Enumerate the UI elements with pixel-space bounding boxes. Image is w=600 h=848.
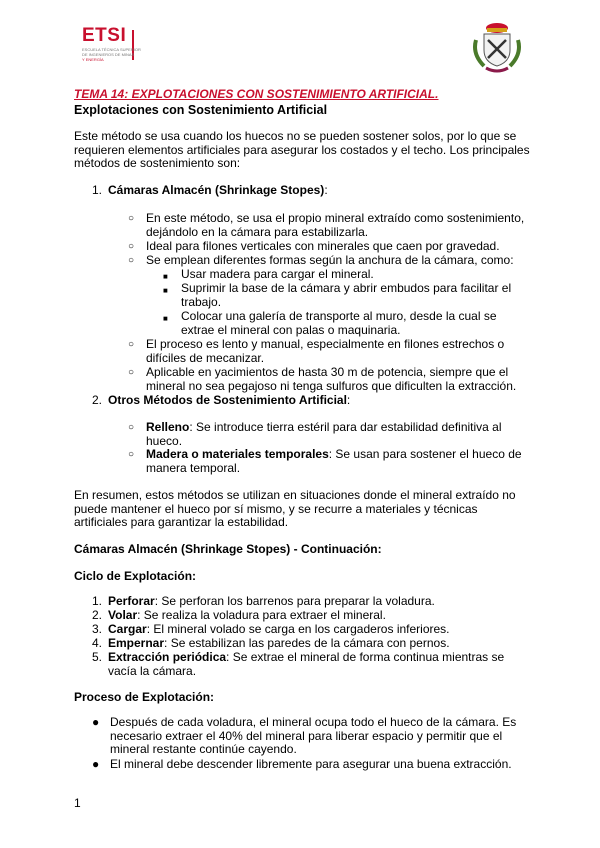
list-item	[128, 421, 528, 448]
list-item-text: Suprimir la base de la cámara y abrir embudos para facilitar el trabajo.	[181, 281, 512, 309]
list-item	[128, 212, 528, 239]
list-item	[92, 623, 532, 637]
list-item-text: El mineral debe descender libremente para asegurar una buena extracción.	[110, 757, 512, 771]
bullet-dot-icon: ●	[92, 757, 100, 771]
list-item	[163, 310, 523, 337]
list-item-text: Después de cada voladura, el mineral ocupa todo el hueco de la cámara. Es necesario extraer el 40% del mineral para liberar espacio y permitir que el mineral restante continúe cayendo.	[110, 715, 517, 756]
list-item	[92, 609, 532, 623]
list-item	[163, 268, 523, 282]
list-item-text: Aplicable en yacimientos de hasta 30 m de potencia, siempre que el mineral no sea pegajoso ni tenga sulfuros que dificulten la extracción.	[146, 365, 517, 393]
list-item	[92, 595, 532, 609]
square-bullet-icon: ■	[163, 314, 168, 323]
list-item-rest: : Se extrae el mineral de forma continua mientras se vacía la cámara.	[108, 650, 505, 678]
list-number: 3.	[92, 622, 103, 636]
list-item-rest: : Se estabilizan las paredes de la cámara con pernos.	[164, 636, 450, 650]
etsi-logo-subtitle-3: Y ENERGÍA	[82, 57, 104, 62]
list-item-rest: : Se usan para sostener el hueco de manera temporal.	[146, 447, 522, 475]
list-item-bold: Volar	[108, 608, 138, 622]
list-item-rest: : Se realiza la voladura para extraer el mineral.	[137, 608, 386, 622]
summary-paragraph: En resumen, estos métodos se utilizan en situaciones donde el mineral extraído no puede mantener el hueco por sí mismo, y se recurre a materiales y técnicas artificiales para garantizar la estabilidad.	[74, 488, 516, 529]
list-item-text: Usar madera para cargar el mineral.	[181, 267, 374, 281]
etsi-logo-subtitle-1: ESCUELA TÉCNICA SUPERIOR	[82, 47, 141, 52]
list-item-rest: : Se introduce tierra estéril para dar estabilidad definitiva al hueco.	[146, 420, 502, 448]
list-item-text: Colocar una galería de transporte al muro, desde la cual se extrae el mineral con palas o maquinaria.	[181, 309, 497, 337]
list-item-text: Se emplean diferentes formas según la anchura de la cámara, como:	[146, 253, 514, 267]
page-subtitle: Explotaciones con Sostenimiento Artificial	[74, 103, 328, 117]
hollow-circle-bullet-icon: ○	[128, 241, 135, 252]
list-item-bold: Perforar	[108, 594, 155, 608]
section-2-number: 2.	[92, 393, 103, 407]
list-item	[128, 366, 528, 393]
list-item-text: Ideal para filones verticales con minerales que caen por gravedad.	[146, 239, 500, 253]
list-item-text: En este método, se usa el propio mineral extraído como sostenimiento, dejándolo en la cámara para estabilizarla.	[146, 211, 525, 239]
etsi-logo-subtitle-2: DE INGENIEROS DE MINAS	[82, 52, 135, 57]
section-2-heading	[92, 394, 532, 408]
etsi-logo-word: ETSI	[82, 25, 127, 46]
list-number: 5.	[92, 650, 103, 664]
list-item-text: El proceso es lento y manual, especialmente en filones estrechos o difíciles de mecanizar.	[146, 337, 505, 365]
cycle-heading: Ciclo de Explotación:	[74, 569, 197, 583]
list-item	[92, 651, 532, 678]
section-2-colon: :	[346, 393, 351, 407]
list-item	[92, 758, 532, 772]
section-1-heading	[92, 184, 532, 198]
list-number: 4.	[92, 636, 103, 650]
list-item-bold: Cargar	[108, 622, 147, 636]
section-1-colon: :	[324, 183, 328, 197]
page-title: TEMA 14: EXPLOTACIONES CON SOSTENIMIENTO ARTIFICIAL.	[74, 87, 439, 101]
hollow-circle-bullet-icon: ○	[128, 367, 135, 378]
list-item	[92, 716, 532, 757]
page-number: 1	[74, 796, 81, 810]
list-item	[128, 448, 528, 475]
list-item-bold: Extracción periódica	[108, 650, 227, 664]
etsi-logo	[82, 26, 140, 72]
list-item-bold: Relleno	[146, 420, 190, 434]
section-2-title: Otros Métodos de Sostenimiento Artificial	[108, 393, 347, 407]
section-1-title: Cámaras Almacén (Shrinkage Stopes)	[108, 183, 325, 197]
hollow-circle-bullet-icon: ○	[128, 339, 135, 350]
list-item	[128, 338, 528, 365]
hollow-circle-bullet-icon: ○	[128, 449, 135, 460]
list-item-text	[146, 448, 528, 475]
continuation-heading: Cámaras Almacén (Shrinkage Stopes) - Continuación:	[74, 542, 382, 556]
list-item-rest: : El mineral volado se carga en los cargaderos inferiores.	[146, 622, 450, 636]
hollow-circle-bullet-icon: ○	[128, 255, 135, 266]
bullet-dot-icon: ●	[92, 715, 100, 729]
list-item-text	[146, 421, 528, 448]
square-bullet-icon: ■	[163, 272, 168, 281]
list-item	[92, 637, 532, 651]
university-crest-icon	[470, 20, 524, 76]
list-item-rest: : Se perforan los barrenos para preparar la voladura.	[154, 594, 435, 608]
hollow-circle-bullet-icon: ○	[128, 213, 135, 224]
list-item	[163, 282, 523, 309]
intro-paragraph: Este método se usa cuando los huecos no se pueden sostener solos, por lo que se requieren elementos artificiales para asegurar los costados y el techo. Los principales métodos de sostenimiento son:	[74, 129, 530, 170]
list-number: 2.	[92, 608, 103, 622]
list-item-bold: Empernar	[108, 636, 165, 650]
process-heading: Proceso de Explotación:	[74, 690, 215, 704]
list-item	[128, 254, 528, 268]
square-bullet-icon: ■	[163, 286, 168, 295]
list-item-bold: Madera o materiales temporales	[146, 447, 329, 461]
section-1-number: 1.	[92, 183, 103, 197]
list-item	[128, 240, 528, 254]
list-number: 1.	[92, 594, 103, 608]
hollow-circle-bullet-icon: ○	[128, 422, 135, 433]
